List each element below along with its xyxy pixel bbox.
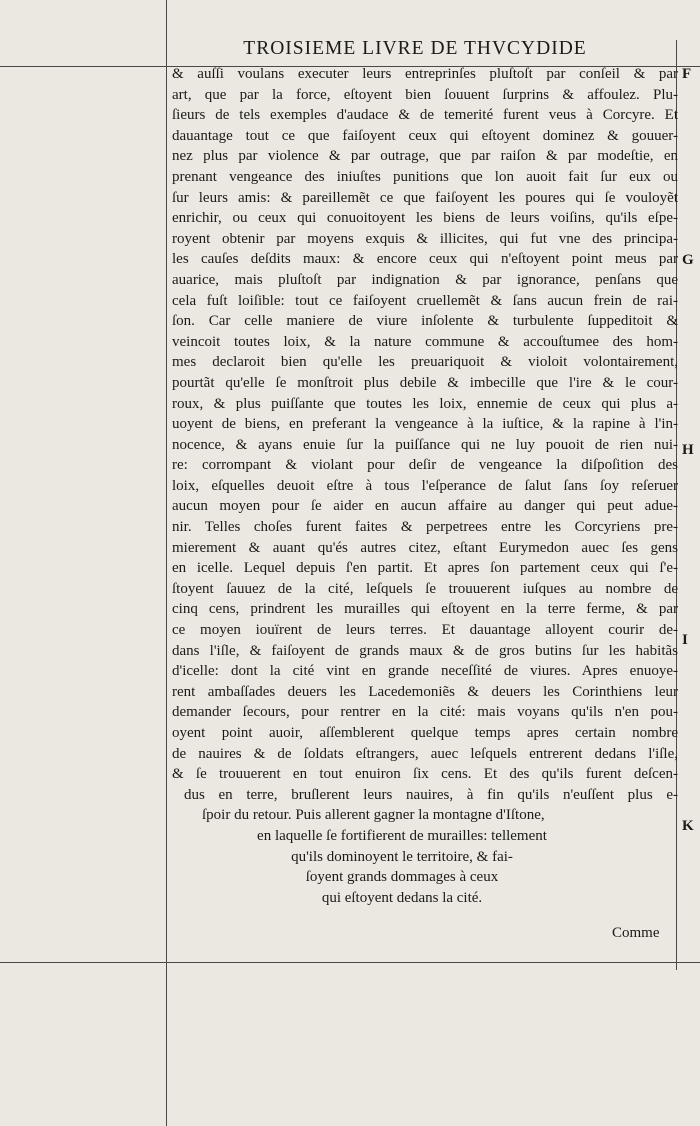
text-line: d'icelle: dont la cité vint en grande neceſſité de viures. Apres enuoye- [172,663,678,680]
text-line-centered: en laquelle ſe fortifierent de murailles: tellement [257,827,547,844]
text-line: dans l'iſle, & faiſoyent de grands maux & de gros butins ſur les habitãs [172,642,678,659]
text-line: nocence, & ayans enuie ſur la puiſſance qui ne luy pouoit de rien nui- [172,436,678,453]
body-text [172,64,678,908]
text-line-centered: qu'ils dominoyent le territoire, & fai- [291,848,513,865]
text-line: cela fuſt loiſible: tout ce faiſoyent cruellemẽt & ſans aucun frein de rai- [172,292,678,309]
text-line: rent ambaſſades deuers les Lacedemoniẽs & deuers les Corinthiens leur [172,683,678,700]
text-line: demander ſecours, pour rentrer en la cité: mais voyans qu'ils n'en pou- [172,704,678,721]
text-line: roux, & plus puiſſante que toutes les loix, ennemie de ceux qui plus a- [172,395,678,412]
text-line: enrichir, ou ceux qui conuoitoyent les biens de leurs voiſins, qu'ils eſpe- [172,210,678,227]
text-line: les cauſes deſdits maux: & encore ceux qui n'eſtoyent point meus par [172,251,678,268]
text-line: re: corrompant & violant pour deſir de vengeance la diſpoſition des [172,457,678,474]
catchword: Comme [612,925,660,941]
margin-letter-f: F [682,66,692,82]
text-line: dus en terre, bruſlerent leurs nauires, à fin qu'ils n'euſſent plus e- [184,786,678,803]
text-line: & ſe trouuerent en tout enuiron ſix cens. Et des qu'ils furent deſcen- [172,766,678,783]
text-line: de nauires & de ſoldats eſtrangers, auec leſquels entrerent dedans l'iſle, [172,745,678,762]
text-line: ſur leurs amis: & pareillemẽt ce que faiſoyent les poures qui ſe vouloyẽt [172,189,678,206]
text-line: veincoit toutes loix, & la nature commune & accouſtumee des hom- [172,333,678,350]
left-column-rule [166,0,167,1126]
margin-letter-h: H [682,442,694,458]
text-line: mes declaroit bien qu'elle les preuariquoit & violoit volontairement, [172,354,678,371]
text-line: ſpoir du retour. Puis allerent gagner la montagne d'Iſtone, [202,807,545,824]
running-head: TROISIEME LIVRE DE THVCYDIDE [243,38,587,59]
text-line-centered: ſoyent grands dommages à ceux [305,869,499,886]
text-line: auarice, mais pluſtoſt par indignation & par ignorance, penſans que [172,271,678,288]
text-line: royent obtenir par moyens exquis & illicites, qui fut vne des principa- [172,230,678,247]
text-line: uoyent de biens, en preferant la vengeance à la iuſtice, & la rapine à l'in- [172,416,678,433]
text-line: dauantage tout ce que faiſoyent ceux qui eſtoyent dominez & gouuer- [172,127,678,144]
margin-letter-g: G [682,252,694,268]
text-line: & auſſi voulans executer leurs entreprinſes pluſtoſt par conſeil & par [172,66,678,82]
text-line: en icelle. Lequel depuis ſ'en partit. Et apres ſon partement ceux qui ſ'e- [172,560,678,577]
text-line: cinq cens, prindrent les murailles qui eſtoyent en la terre ferme, & par [172,601,678,618]
text-line: nir. Telles choſes furent faites & perpetrees entre les Corcyriens pre- [172,519,678,536]
text-line: ſtoyent ſauuez de la cité, leſquels ſe trouuerent iuſques au nombre de [172,580,678,597]
bottom-border-rule [0,962,700,963]
text-line: loix, eſquelles deuoit eſtre à tous l'eſperance de ſalut ſans ſoy reſeruer [172,477,678,494]
text-line: ſieurs de tels exemples d'audace & de temerité furent veus à Corcyre. Et [172,107,678,124]
text-line: aucun moyen pour ſe aider en aucun affaire au danger qui peut adue- [172,498,678,515]
text-line: prenant vengeance des iniuſtes punitions que lon auoit fait ſur eux ou [172,168,678,185]
text-line: mierement & auant qu'és autres citez, eſtant Eurymedon auec ſes gens [172,539,678,556]
text-line: nez plus par violence & par outrage, que par raiſon & par modeſtie, en [172,148,678,165]
text-line: oyent point auoir, aſſemblerent quelque temps apres certain nombre [172,725,678,741]
text-line: ſon. Car celle maniere de viure inſolente & turbulente ſuppeditoit & [172,313,678,330]
text-line: art, que par la force, eſtoyent bien ſouuent ſurprins & affoulez. Plu- [172,86,678,103]
text-line-centered: qui eſtoyent dedans la cité. [321,889,483,906]
margin-letter-k: K [682,818,694,834]
margin-letter-i: I [682,632,688,648]
text-line: ce moyen iouïrent de leurs terres. Et dauantage alloyent courir de- [172,622,678,639]
text-line: pourtãt qu'elle ſe monſtroit plus debile & imbecille que l'ire & le cour- [172,374,678,391]
